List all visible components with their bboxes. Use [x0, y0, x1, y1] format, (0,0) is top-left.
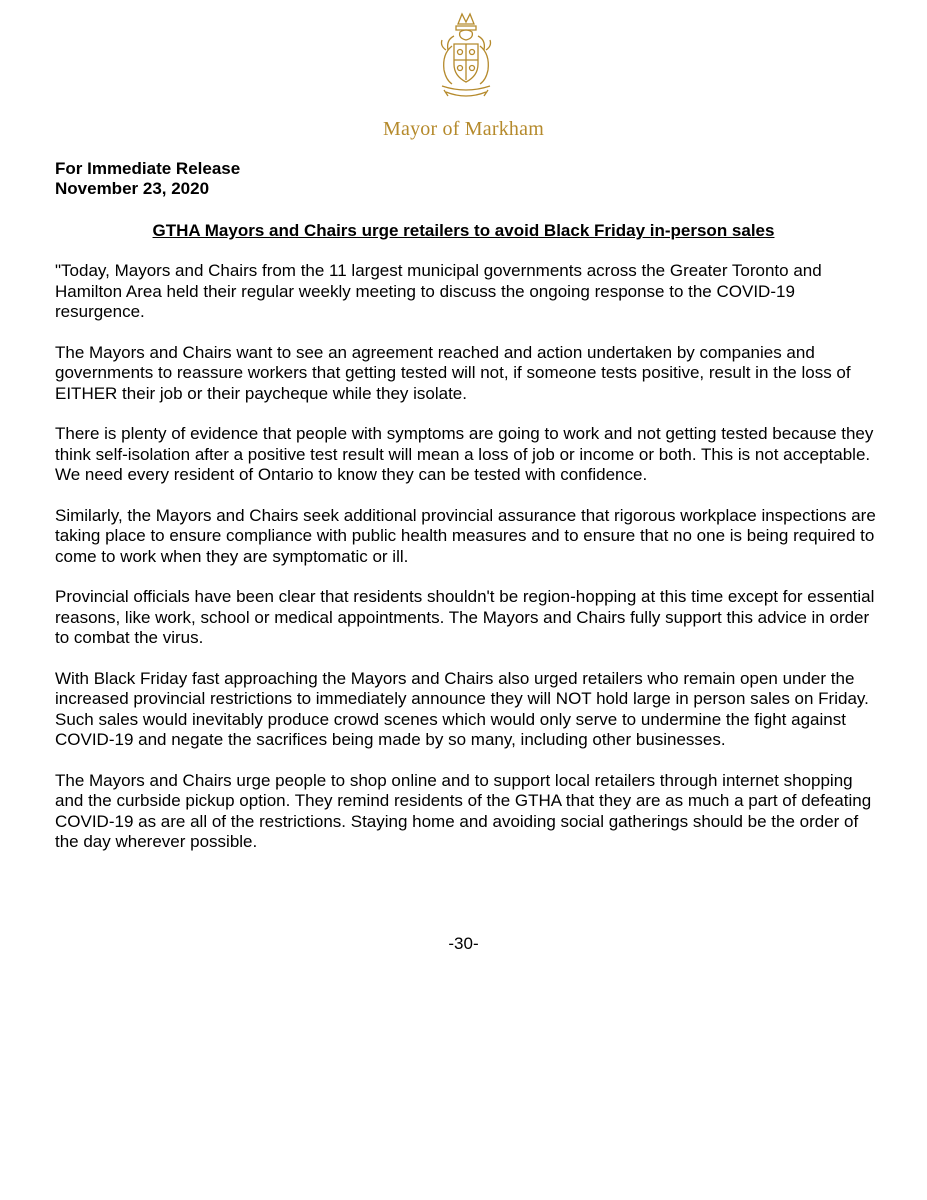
brand-name: Mayor of Markham: [383, 118, 544, 140]
markham-coat-of-arms-icon: [434, 10, 498, 106]
paragraph: Provincial officials have been clear that residents shouldn't be region-hopping at this time except for essential reasons, like work, school or medical appointments. The Mayors and Chairs fully support this advice in order to combat the virus.: [55, 587, 875, 647]
paragraph: The Mayors and Chairs want to see an agreement reached and action undertaken by companies and governments to reassure workers that getting tested will not, if someone tests positive, result in the loss of EITHER their job or their paycheque while they isolate.: [55, 342, 851, 403]
release-block: [55, 159, 240, 199]
paragraph: There is plenty of evidence that people with symptoms are going to work and not getting tested because they think self-isolation after a positive test result will mean a loss of job or income or both. This is not acceptable. We need every resident of Ontario to know they can be tested with confidence.: [55, 424, 874, 484]
paragraph: "Today, Mayors and Chairs from the 11 largest municipal governments across the Greater Toronto and Hamilton Area held their regular weekly meeting to discuss the ongoing response to the COVID-19 resurgence.: [55, 261, 822, 321]
release-label: For Immediate Release: [55, 159, 241, 178]
paragraph: The Mayors and Chairs urge people to shop online and to support local retailers through internet shopping and the curbside pickup option. They remind residents of the GTHA that they are as much a part of defeating COVID-19 as are all of the restrictions. Staying home and avoiding social gatherings should be the order of the day wherever possible.: [55, 770, 872, 851]
press-release-body: [55, 261, 880, 873]
end-mark: -30-: [448, 934, 479, 953]
paragraph: With Black Friday fast approaching the Mayors and Chairs also urged retailers who remain open under the increased provincial restrictions to immediately announce they will NOT hold large in person sales on Friday. Such sales would inevitably produce crowd scenes which would only serve to undermine the fight against COVID-19 and negate the sacrifices being made by so many, including other businesses.: [55, 668, 869, 749]
release-date: November 23, 2020: [55, 179, 210, 198]
headline: GTHA Mayors and Chairs urge retailers to avoid Black Friday in-person sales: [152, 221, 775, 240]
paragraph: Similarly, the Mayors and Chairs seek additional provincial assurance that rigorous workplace inspections are taking place to ensure compliance with public health measures and to ensure that no one is being required to come to work when they are symptomatic or ill.: [55, 505, 876, 566]
